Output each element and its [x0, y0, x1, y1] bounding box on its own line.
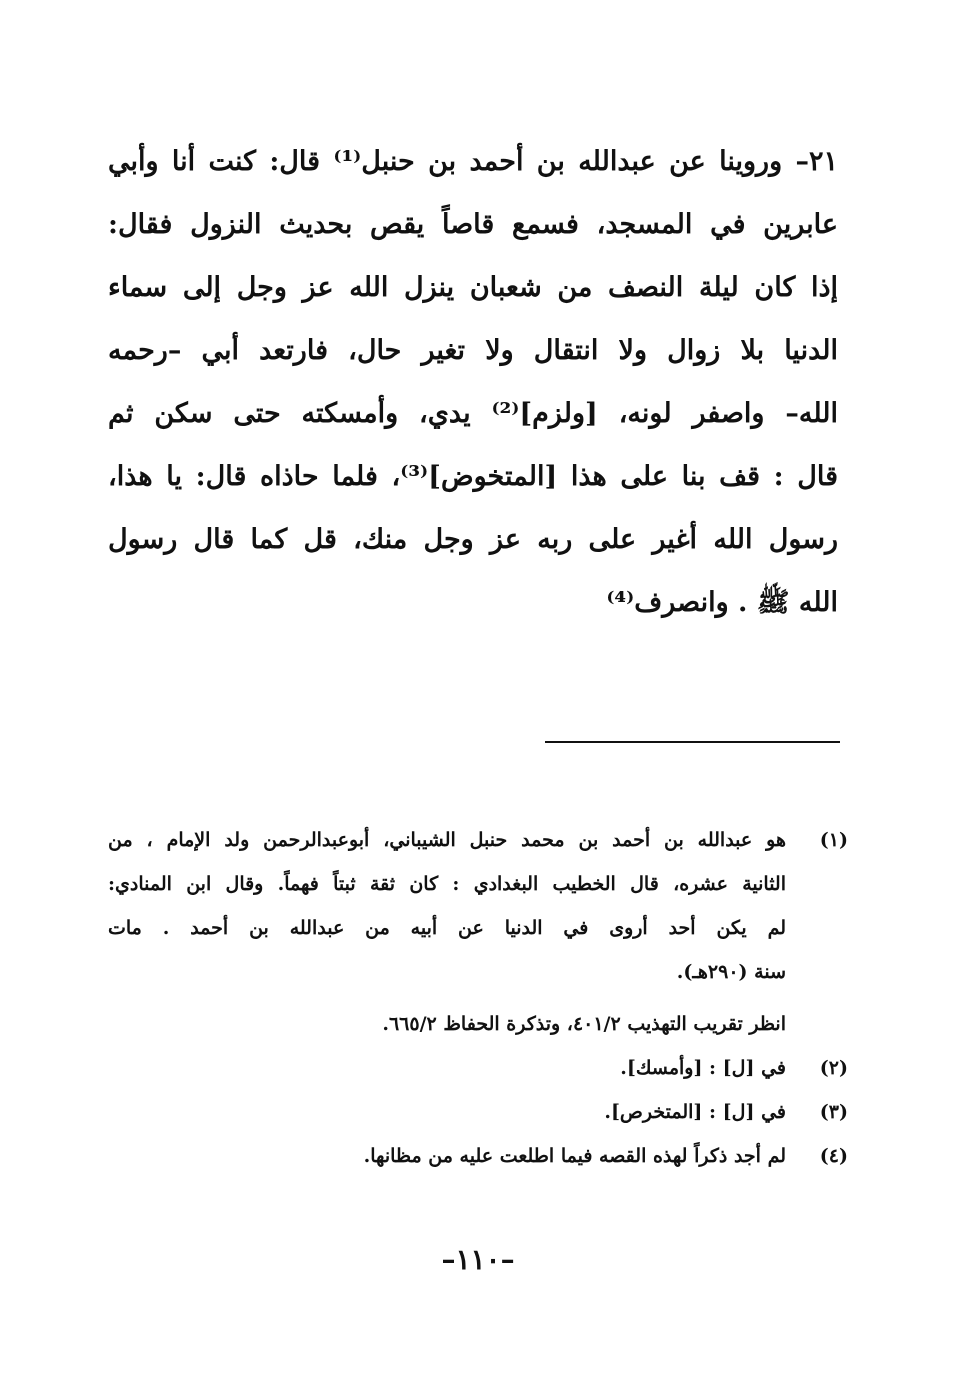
- footnote-1: [108, 818, 848, 1046]
- footnote-text: في [ل] : [وأمسك].: [620, 1057, 786, 1079]
- footnote-number: (٣): [819, 1101, 848, 1123]
- footnotes: [108, 818, 848, 1178]
- footnote-body: [108, 1046, 786, 1090]
- footnote-2: [108, 1046, 848, 1090]
- main-line-8: الله ﷺ . وانصرف⁽⁴⁾: [606, 587, 838, 618]
- footnote-text: في [ل] : [المتخرص].: [604, 1101, 786, 1123]
- page-number: –١١٠–: [441, 1243, 515, 1276]
- footnote-text: لم أجد ذكراً لهذه القصه فيما اطلعت عليه من مظانها.: [363, 1145, 786, 1167]
- main-line-5: الله– واصفر لونه، [ولزم]⁽²⁾ يدي، وأمسكته حتى سكن ثم: [108, 398, 838, 429]
- footnote-divider: [545, 741, 840, 743]
- footnote-3: [108, 1090, 848, 1134]
- footnote-number: (٤): [819, 1145, 848, 1167]
- footnote-line: لم يكن أحد أروى في الدنيا عن أبيه من عبدالله بن أحمد . مات: [108, 917, 786, 939]
- main-line-1: ٢١– وروينا عن عبدالله بن أحمد بن حنبل⁽¹⁾ قال: كنت أنا وأبي: [108, 146, 838, 177]
- main-line-4: الدنيا بلا زوال ولا انتقال ولا تغير حال، فارتعد أبي –رحمه: [108, 335, 838, 366]
- main-paragraph: [108, 130, 838, 634]
- footnote-line: الثانية عشره، قال الخطيب البغدادي : كان ثقة ثبتاً فهماً. وقال ابن المنادي:: [108, 873, 786, 895]
- footnote-line: سنة (٢٩٠هـ).: [676, 961, 786, 983]
- footnote-number: (١): [819, 829, 848, 851]
- footnote-line: هو عبدالله بن أحمد بن محمد حنبل الشيباني، أبوعبدالرحمن ولد الإمام ، من: [108, 829, 786, 851]
- footnote-body: [108, 818, 786, 1046]
- footnote-number: (٢): [819, 1057, 848, 1079]
- main-line-2: عابرين في المسجد، فسمع قاصاً يقص بحديث النزول فقال:: [108, 209, 838, 240]
- footnote-body: [108, 1090, 786, 1134]
- footnote-body: [108, 1134, 786, 1178]
- main-line-6: قال : قف بنا على هذا [المتخوض]⁽³⁾، فلما حاذاه قال: يا هذا،: [108, 461, 838, 492]
- footnote-reference: انظر تقريب التهذيب ٤٠١/٢، وتذكرة الحفاظ ٦٦٥/٢.: [382, 1013, 786, 1035]
- footnote-4: [108, 1134, 848, 1178]
- main-line-3: إذا كان ليلة النصف من شعبان ينزل الله عز وجل إلى سماء: [108, 272, 838, 303]
- main-line-7: رسول الله أغير على ربه عز وجل منك، قل كما قال رسول: [108, 524, 838, 555]
